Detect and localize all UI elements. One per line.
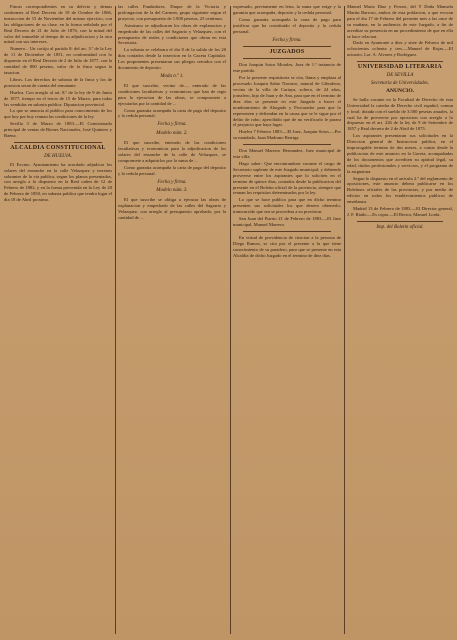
- section-rule: [243, 46, 331, 47]
- paragraph: Fincas correspondientes en su defecto y demas conformes al Real Decreto de 19 de Octubre de 1866, instruccion de 15 de Noviembre del mismo ejercicio, con las obligaciones de su clase, en la forma señalada por el Real Decreto de 21 de Julio de 1876, con la mitad del valor del inmueble al tiempo de su adjudicacion y la otra mitad con sus intereses.: [4, 4, 112, 45]
- paragraph: Lo que se anuncia al publico para conocimiento de los que hoy por hoy reunan las condiciones de la ley.: [4, 108, 112, 120]
- section-rule: [243, 144, 331, 145]
- paragraph: Don Joaquin Sotos Morales, Juez de 1.ª instancia de este partido.: [233, 62, 341, 74]
- paragraph: Los aspirantes presentaran sus solicitudes en la Direccion general de Instruccion publica, en el improrogable termino de dos meses, a contar desde la publicacion de este anuncio en la Gaceta, acompañadas de los documentos que acrediten su aptitud legal, su edad, titulos profesionales y servicios, y el programa de la asignatura.: [347, 133, 453, 174]
- column-1: [4, 4, 112, 636]
- paragraph: Numero... Un cortijo al partido 8: del art. 3.º de la Ley de 11 de Diciembre de 1851, en conformidad con lo dispuesto en el Real Decreto de 2 de Julio de 1877, con la cantidad de 800 pesetas, valor de la finca segun la tasacion.: [4, 46, 112, 75]
- section-heading: JUZGADOS: [269, 49, 305, 56]
- model-heading: Modelo núm. 3.: [156, 188, 188, 194]
- column-divider: [344, 6, 345, 634]
- model-heading: Modelo núm. 2.: [156, 131, 188, 137]
- model-heading: Moda n.º 1.: [160, 73, 184, 79]
- paragraph: Asimismo se adjudicaran los obras de explanacion y empedrado de las calles del Sagrario y Velazquez, con el presupuesto de reales y condiciones que obran en esta Secretaria.: [118, 22, 226, 46]
- paragraph: Sevilla 3 de Marzo de 1883.—El Comisionado principal de ventas de Bienes Nacionales, José Quintero y Baena.: [4, 121, 112, 139]
- paragraph: El que suscribe, enterado de las condiciones facultativas y economicas para la adjudicacion de los solares del ensanche de la calle de Velazquez, se compromete a adquirirlos por la suma de ...: [118, 140, 226, 163]
- paragraph: Como garantia acompaña la carta de pago del deposito y la cedula personal.: [118, 107, 226, 119]
- section-rule: [243, 231, 331, 232]
- paragraph: Madrid 13 de Febrero de 1883.—El Director general, J. F. Riaño.—Es copia.—El Rector, Manuel Lorda.: [347, 206, 453, 217]
- paragraph: las calles Fundadores, Duque de la Victoria y prolongacion de la del Carmen, grupo siguiente segun el proyecto, con presupuesto de 1.800 pesetas, 25 centimos.: [118, 4, 226, 21]
- section-rule: [357, 61, 443, 62]
- paragraph: Huelva. Con arreglo al art. 8.º de la ley de 9 de Junio de 1877, tiempo en el tercio de 15 de Marzo, para todas las vendidas en subasta publica. Diputacion provincial.: [4, 89, 112, 107]
- section-heading: ALCALDIA CONSTITUCIONAL: [10, 144, 106, 151]
- paragraph: Lo que se hace publico para que en dicho termino presenten sus solicitudes los que deseen obtenerlo; transcurrido que sea se procedera a su provision.: [233, 197, 341, 215]
- paragraph: Segun lo dispuesto en el articulo 2.º del reglamento de oposiciones, este anuncio debera publicarse en los Boletines oficiales de las provincias, y por medio de edictos en todos los establecimientos publicos de enseñanza.: [347, 175, 453, 205]
- signature-line: Fecha y firma.: [272, 37, 302, 43]
- paragraph: San Juan del Puerto 21 de Febrero de 1883.—El Juez municipal, Manuel Marrero.: [233, 216, 341, 227]
- paragraph: El que suscribe se obliga a ejecutar las obras de explanacion y empedrado de las calles del Sagrario y Velazquez, con arreglo al presupuesto aprobado, por la cantidad de ...: [118, 197, 226, 221]
- signature-line: Fecha y firma.: [157, 179, 187, 185]
- signature-line: Fecha y firma.: [157, 122, 187, 128]
- paragraph: Hago saber: Que encontrandose vacante el cargo de Secretario suplente de este Juzgado municipal, y debiendo proveerse entre los aspirantes que lo soliciten en el termino de quince dias, contados desde la publicacion del presente en el Boletin oficial de la provincia, siempre que reunan los requisitos determinados por la ley.: [233, 160, 341, 196]
- paragraph: Don Manuel Marrero Hernandez, Juez municipal de esta villa.: [233, 148, 341, 160]
- column-4: [347, 4, 453, 636]
- section-heading: UNIVERSIDAD LITERARIA: [357, 64, 443, 71]
- section-subheading: DE SEVILLA: [386, 73, 414, 79]
- notice-heading: ANUNCIO.: [385, 87, 415, 94]
- section-rule: [14, 142, 102, 143]
- paragraph: El Excmo. Ayuntamiento ha acordado adjudicar los solares del ensanche en la calle Velazquez y terrenos sobrantes de la via publica, segun los planos presentados, con arreglo a lo dispuesto en la Real orden de 12 de Febrero de 1882, y en la forma prevenida en la Ley de 20 de Febrero de 1850, en subasta publica que tendra lugar el dia 18 de Abril proximo.: [4, 161, 112, 203]
- paragraph: Se halla vacante en la Facultad de Derecho de esta Universidad la catedra de Derecho civil español, comun y foral, dotada con el sueldo de 3.500 pesetas anuales, la cual ha de proveerse por oposicion con arreglo a lo dispuesto en el art. 226 de la ley de 9 de Setiembre de 1857 y Real decreto de 2 de Abril de 1875.: [347, 96, 453, 132]
- section-rule: [243, 58, 331, 59]
- paragraph: Como garantia acompaña la carta de pago para justificar que ha constituido el deposito y la cedula personal.: [233, 16, 341, 34]
- paragraph: Por la presente requisitoria se cita, llama y emplaza al procesado Joaquin Sabio Navarro, natural de Gibraleon, vecino de la villa de Cartaya, soltero, de 24 años, jornalero, hijo de Juan y de Ana, para que en el termino de diez dias se presente en este Juzgado a hacer el nombramiento de Abogado y Procurador para que lo representen y defiendan en la causa que se le sigue por el delito de robo; apercibido que de no verificarlo le parara el perjuicio que haya lugar.: [233, 75, 341, 128]
- column-3: [233, 4, 341, 636]
- section-subheading: Secretaria de Universidades.: [371, 80, 429, 86]
- column-divider: [115, 6, 116, 634]
- printer-footer: Imp. del Boletin oficial.: [376, 224, 424, 230]
- paragraph: Huelva 7 Febrero 1883.—El Juez, Joaquin Sotos.—Por su mandado, Juan Madrano Berriga.: [233, 129, 341, 141]
- paragraph: Manuel Maria Diaz y Ferrari, del Y Doña Manuela Martin Barroso, ambos de esta poblacion, a que evocan para el dia 17 de Febrero del presente mes a las once de su mañana, en la audiencia de este Juzgado, a fin de acreditar su presencia en un procedimiento de que en ella se hace relacion.: [347, 4, 453, 39]
- paragraph: En virtud de providencia de citacion a la persona de Diego Ramos, se cita por el presente a la que tiene conocimiento de su paradero, para que se presente en esta Alcaldia de dicho Juzgado en el termino de diez dias.: [233, 234, 341, 258]
- paragraph: Dado en Ayamonte a diez y siete de Febrero de mil ochocientos ochenta y tres.—Manuel de Rojas.—El actuario, Lor. A. Alvarez y Rodriguez.: [347, 40, 453, 58]
- column-2: [118, 4, 226, 636]
- paragraph: Como garantia acompaña la carta de pago del deposito y la cedula personal.: [118, 164, 226, 176]
- paragraph: expresado, previamente en letra, la suma que exige y la garantia que acompaña, deposito y la cedula personal.: [233, 4, 341, 15]
- section-subheading: DE HUELVA.: [44, 153, 72, 159]
- paragraph: El que suscribe, vecino de..., enterado de las condiciones facultativas y economicas que han de regir para la ejecucion de las obras, se compromete a ejecutarlas por la cantidad de ...: [118, 82, 226, 106]
- paragraph: La subasta se celebrara el dia 8 de la salida de los 20 dias contados desde la insercion en la Gaceta Capitular. Los proponentes presentaran sus pliegos cerrados con el documento de deposito.: [118, 47, 226, 71]
- paragraph: Libros. Los derechos de subasta de la finca y los de posesion seran de cuenta del rematante.: [4, 76, 112, 88]
- section-rule: [357, 221, 443, 222]
- column-divider: [230, 6, 231, 634]
